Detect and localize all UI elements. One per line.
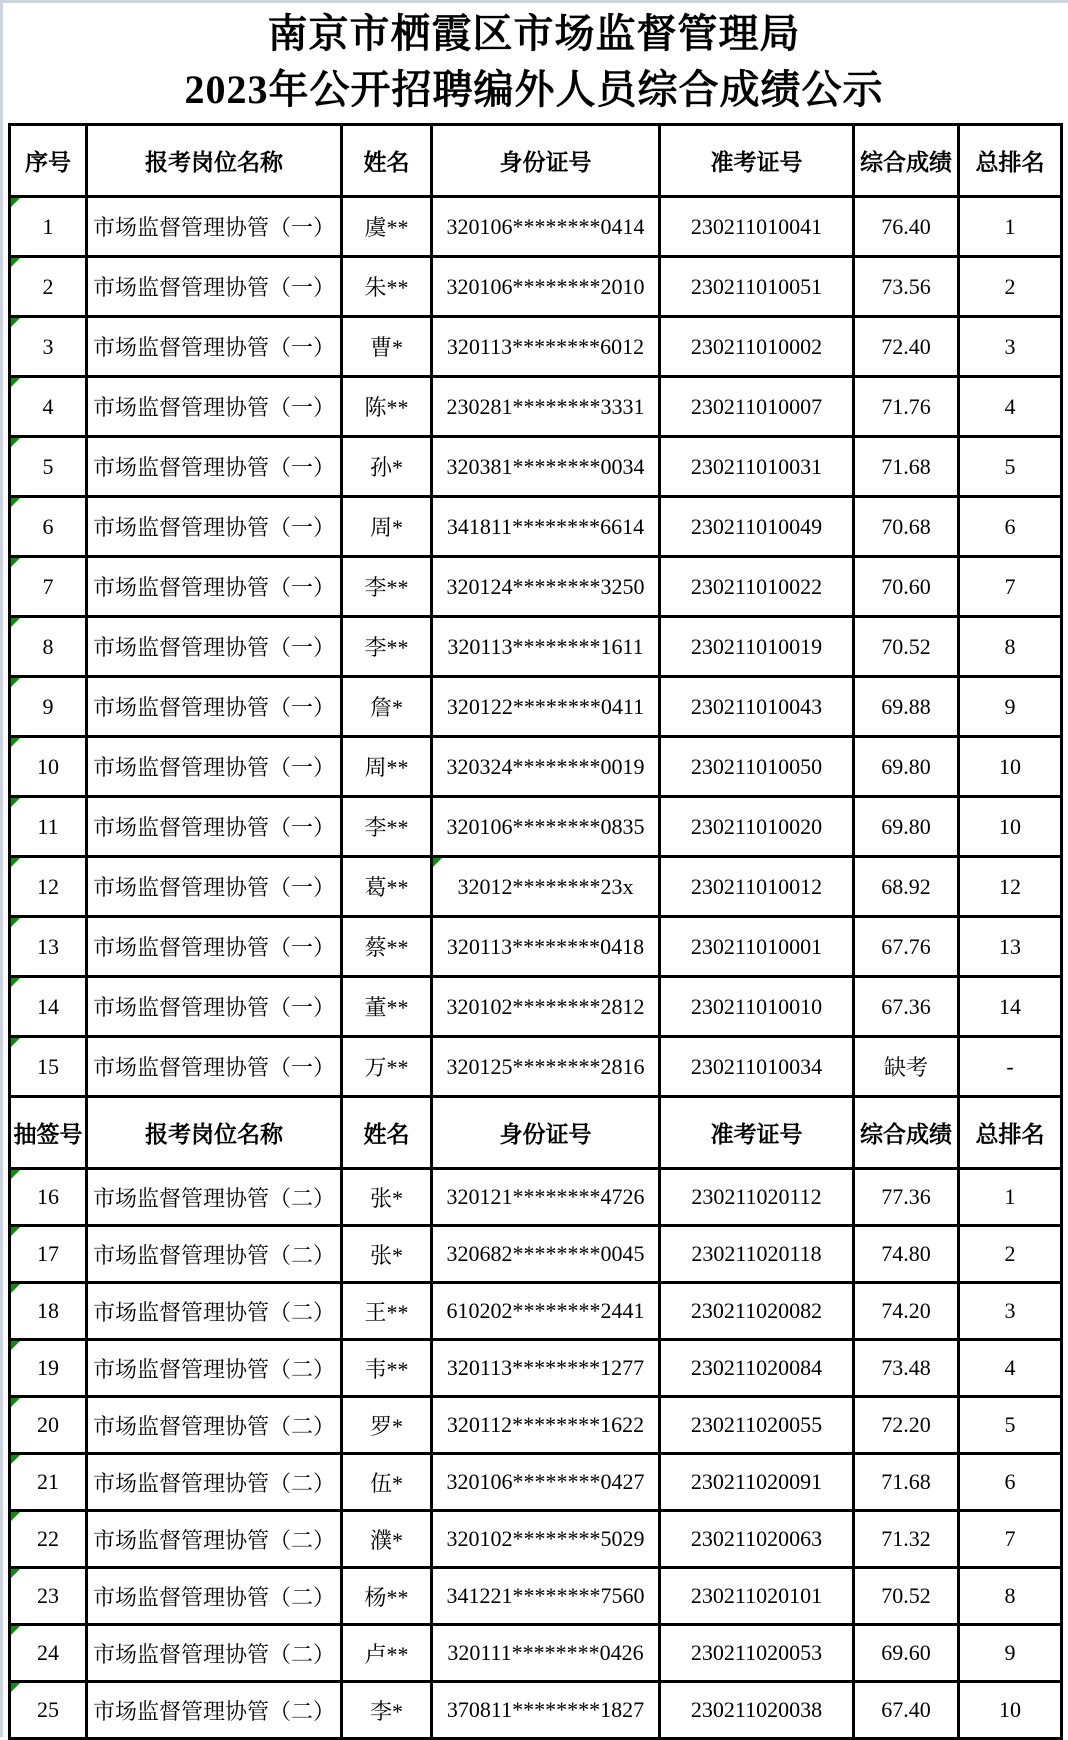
table-row xyxy=(10,1340,1062,1397)
position-cell: 市场监督管理协管（二） xyxy=(87,1454,342,1511)
ticket-number-cell: 230211010034 xyxy=(660,1037,854,1097)
rank-cell: 2 xyxy=(959,1226,1062,1283)
rank-cell: 12 xyxy=(959,857,1062,917)
section1-col-name: 姓名 xyxy=(342,125,432,197)
name-cell: 詹* xyxy=(342,677,432,737)
score-cell: 缺考 xyxy=(854,1037,959,1097)
name-cell: 张* xyxy=(342,1226,432,1283)
serial-cell: 18 xyxy=(10,1283,87,1340)
table-row xyxy=(10,317,1062,377)
title-line-2: 2023年公开招聘编外人员综合成绩公示 xyxy=(184,67,884,112)
position-cell: 市场监督管理协管（一） xyxy=(87,977,342,1037)
table-row xyxy=(10,1625,1062,1682)
table-row xyxy=(10,857,1062,917)
rank-cell: 13 xyxy=(959,917,1062,977)
table-row xyxy=(10,617,1062,677)
table-row xyxy=(10,1169,1062,1226)
rank-cell: 6 xyxy=(959,1454,1062,1511)
name-cell: 张* xyxy=(342,1169,432,1226)
section1-col-ticket-number: 准考证号 xyxy=(660,125,854,197)
section1-col-rank: 总排名 xyxy=(959,125,1062,197)
rank-cell: 5 xyxy=(959,1397,1062,1454)
id-number-cell: 320122********0411 xyxy=(432,677,660,737)
table-row xyxy=(10,1397,1062,1454)
document-title xyxy=(0,0,1068,123)
serial-cell: 10 xyxy=(10,737,87,797)
position-cell: 市场监督管理协管（一） xyxy=(87,737,342,797)
id-number-cell: 320381********0034 xyxy=(432,437,660,497)
section2-header-row xyxy=(10,1097,1062,1169)
position-cell: 市场监督管理协管（二） xyxy=(87,1340,342,1397)
id-number-cell: 320113********6012 xyxy=(432,317,660,377)
score-cell: 68.92 xyxy=(854,857,959,917)
ticket-number-cell: 230211010019 xyxy=(660,617,854,677)
score-cell: 73.56 xyxy=(854,257,959,317)
rank-cell: 3 xyxy=(959,1283,1062,1340)
ticket-number-cell: 230211020118 xyxy=(660,1226,854,1283)
id-number-cell: 320324********0019 xyxy=(432,737,660,797)
position-cell: 市场监督管理协管（一） xyxy=(87,197,342,257)
table-row xyxy=(10,1454,1062,1511)
position-cell: 市场监督管理协管（二） xyxy=(87,1397,342,1454)
score-cell: 71.32 xyxy=(854,1511,959,1568)
id-number-cell: 230281********3331 xyxy=(432,377,660,437)
id-number-cell: 320113********0418 xyxy=(432,917,660,977)
rank-cell: 10 xyxy=(959,1682,1062,1739)
serial-cell: 17 xyxy=(10,1226,87,1283)
ticket-number-cell: 230211020038 xyxy=(660,1682,854,1739)
rank-cell: 4 xyxy=(959,377,1062,437)
serial-cell: 16 xyxy=(10,1169,87,1226)
ticket-number-cell: 230211020055 xyxy=(660,1397,854,1454)
position-cell: 市场监督管理协管（二） xyxy=(87,1568,342,1625)
serial-cell: 5 xyxy=(10,437,87,497)
name-cell: 万** xyxy=(342,1037,432,1097)
table-row xyxy=(10,977,1062,1037)
table-row xyxy=(10,737,1062,797)
position-cell: 市场监督管理协管（一） xyxy=(87,557,342,617)
table-row xyxy=(10,1682,1062,1739)
serial-cell: 24 xyxy=(10,1625,87,1682)
score-cell: 71.76 xyxy=(854,377,959,437)
rank-cell: 7 xyxy=(959,1511,1062,1568)
section2-col-ticket-number: 准考证号 xyxy=(660,1097,854,1169)
score-cell: 77.36 xyxy=(854,1169,959,1226)
name-cell: 董** xyxy=(342,977,432,1037)
name-cell: 李** xyxy=(342,557,432,617)
position-cell: 市场监督管理协管（一） xyxy=(87,617,342,677)
ticket-number-cell: 230211010041 xyxy=(660,197,854,257)
section1-col-serial: 序号 xyxy=(10,125,87,197)
position-cell: 市场监督管理协管（一） xyxy=(87,677,342,737)
position-cell: 市场监督管理协管（二） xyxy=(87,1226,342,1283)
ticket-number-cell: 230211020112 xyxy=(660,1169,854,1226)
score-cell: 67.36 xyxy=(854,977,959,1037)
score-cell: 69.80 xyxy=(854,797,959,857)
position-cell: 市场监督管理协管（一） xyxy=(87,857,342,917)
position-cell: 市场监督管理协管（二） xyxy=(87,1625,342,1682)
score-cell: 72.40 xyxy=(854,317,959,377)
title-line-1: 南京市栖霞区市场监督管理局 xyxy=(267,11,801,56)
ticket-number-cell: 230211020063 xyxy=(660,1511,854,1568)
score-cell: 67.76 xyxy=(854,917,959,977)
serial-cell: 14 xyxy=(10,977,87,1037)
name-cell: 葛** xyxy=(342,857,432,917)
name-cell: 卢** xyxy=(342,1625,432,1682)
section1-col-score: 综合成绩 xyxy=(854,125,959,197)
ticket-number-cell: 230211020101 xyxy=(660,1568,854,1625)
id-number-cell: 320112********1622 xyxy=(432,1397,660,1454)
rank-cell: 9 xyxy=(959,677,1062,737)
ticket-number-cell: 230211010043 xyxy=(660,677,854,737)
position-cell: 市场监督管理协管（一） xyxy=(87,917,342,977)
table-row xyxy=(10,437,1062,497)
table-row xyxy=(10,197,1062,257)
score-cell: 69.60 xyxy=(854,1625,959,1682)
table-row xyxy=(10,677,1062,737)
table-row xyxy=(10,797,1062,857)
results-table xyxy=(8,123,1063,1740)
serial-cell: 4 xyxy=(10,377,87,437)
serial-cell: 13 xyxy=(10,917,87,977)
rank-cell: 14 xyxy=(959,977,1062,1037)
table-row xyxy=(10,1568,1062,1625)
section2-col-serial: 抽签号 xyxy=(10,1097,87,1169)
score-cell: 74.80 xyxy=(854,1226,959,1283)
id-number-cell: 320113********1277 xyxy=(432,1340,660,1397)
rank-cell: 4 xyxy=(959,1340,1062,1397)
table-row xyxy=(10,917,1062,977)
score-cell: 69.88 xyxy=(854,677,959,737)
section2-col-score: 综合成绩 xyxy=(854,1097,959,1169)
serial-cell: 12 xyxy=(10,857,87,917)
score-cell: 70.52 xyxy=(854,1568,959,1625)
ticket-number-cell: 230211020082 xyxy=(660,1283,854,1340)
id-number-cell: 320125********2816 xyxy=(432,1037,660,1097)
id-number-cell: 320682********0045 xyxy=(432,1226,660,1283)
ticket-number-cell: 230211010020 xyxy=(660,797,854,857)
score-cell: 67.40 xyxy=(854,1682,959,1739)
id-number-cell: 341811********6614 xyxy=(432,497,660,557)
serial-cell: 23 xyxy=(10,1568,87,1625)
score-cell: 70.68 xyxy=(854,497,959,557)
serial-cell: 6 xyxy=(10,497,87,557)
id-number-cell: 320106********0414 xyxy=(432,197,660,257)
ticket-number-cell: 230211010010 xyxy=(660,977,854,1037)
rank-cell: 6 xyxy=(959,497,1062,557)
ticket-number-cell: 230211010001 xyxy=(660,917,854,977)
serial-cell: 1 xyxy=(10,197,87,257)
position-cell: 市场监督管理协管（一） xyxy=(87,1037,342,1097)
id-number-cell: 320124********3250 xyxy=(432,557,660,617)
id-number-cell: 320106********0835 xyxy=(432,797,660,857)
serial-cell: 25 xyxy=(10,1682,87,1739)
score-cell: 74.20 xyxy=(854,1283,959,1340)
score-cell: 70.52 xyxy=(854,617,959,677)
rank-cell: 3 xyxy=(959,317,1062,377)
serial-cell: 3 xyxy=(10,317,87,377)
table-row xyxy=(10,1037,1062,1097)
name-cell: 孙* xyxy=(342,437,432,497)
name-cell: 杨** xyxy=(342,1568,432,1625)
table-row xyxy=(10,497,1062,557)
id-number-cell: 320106********2010 xyxy=(432,257,660,317)
serial-cell: 9 xyxy=(10,677,87,737)
ticket-number-cell: 230211010002 xyxy=(660,317,854,377)
ticket-number-cell: 230211010031 xyxy=(660,437,854,497)
id-number-cell: 320102********2812 xyxy=(432,977,660,1037)
results-table-body xyxy=(10,125,1062,1739)
serial-cell: 22 xyxy=(10,1511,87,1568)
page-edge-left xyxy=(0,0,3,1737)
ticket-number-cell: 230211010022 xyxy=(660,557,854,617)
name-cell: 朱** xyxy=(342,257,432,317)
rank-cell: 7 xyxy=(959,557,1062,617)
ticket-number-cell: 230211020053 xyxy=(660,1625,854,1682)
ticket-number-cell: 230211010049 xyxy=(660,497,854,557)
serial-cell: 21 xyxy=(10,1454,87,1511)
section1-col-position: 报考岗位名称 xyxy=(87,125,342,197)
table-row xyxy=(10,257,1062,317)
rank-cell: 2 xyxy=(959,257,1062,317)
score-cell: 70.60 xyxy=(854,557,959,617)
id-number-cell: 320106********0427 xyxy=(432,1454,660,1511)
position-cell: 市场监督管理协管（一） xyxy=(87,377,342,437)
table-row xyxy=(10,1226,1062,1283)
section2-col-name: 姓名 xyxy=(342,1097,432,1169)
rank-cell: 8 xyxy=(959,617,1062,677)
position-cell: 市场监督管理协管（二） xyxy=(87,1682,342,1739)
name-cell: 李** xyxy=(342,617,432,677)
score-cell: 72.20 xyxy=(854,1397,959,1454)
position-cell: 市场监督管理协管（一） xyxy=(87,437,342,497)
section2-col-id-number: 身份证号 xyxy=(432,1097,660,1169)
name-cell: 周* xyxy=(342,497,432,557)
position-cell: 市场监督管理协管（一） xyxy=(87,317,342,377)
ticket-number-cell: 230211010050 xyxy=(660,737,854,797)
score-cell: 73.48 xyxy=(854,1340,959,1397)
id-number-cell: 320113********1611 xyxy=(432,617,660,677)
score-cell: 71.68 xyxy=(854,1454,959,1511)
name-cell: 李* xyxy=(342,1682,432,1739)
serial-cell: 11 xyxy=(10,797,87,857)
page-edge-top xyxy=(0,0,1068,3)
table-row xyxy=(10,377,1062,437)
section1-col-id-number: 身份证号 xyxy=(432,125,660,197)
position-cell: 市场监督管理协管（二） xyxy=(87,1283,342,1340)
serial-cell: 8 xyxy=(10,617,87,677)
name-cell: 李** xyxy=(342,797,432,857)
serial-cell: 15 xyxy=(10,1037,87,1097)
rank-cell: 10 xyxy=(959,797,1062,857)
ticket-number-cell: 230211020091 xyxy=(660,1454,854,1511)
ticket-number-cell: 230211010012 xyxy=(660,857,854,917)
id-number-cell: 341221********7560 xyxy=(432,1568,660,1625)
section2-col-position: 报考岗位名称 xyxy=(87,1097,342,1169)
table-row xyxy=(10,1283,1062,1340)
rank-cell: - xyxy=(959,1037,1062,1097)
section2-col-rank: 总排名 xyxy=(959,1097,1062,1169)
serial-cell: 19 xyxy=(10,1340,87,1397)
id-number-cell: 32012********23x xyxy=(432,857,660,917)
table-row xyxy=(10,557,1062,617)
rank-cell: 10 xyxy=(959,737,1062,797)
position-cell: 市场监督管理协管（一） xyxy=(87,497,342,557)
score-cell: 71.68 xyxy=(854,437,959,497)
name-cell: 虞** xyxy=(342,197,432,257)
id-number-cell: 320102********5029 xyxy=(432,1511,660,1568)
position-cell: 市场监督管理协管（一） xyxy=(87,257,342,317)
rank-cell: 8 xyxy=(959,1568,1062,1625)
position-cell: 市场监督管理协管（一） xyxy=(87,797,342,857)
position-cell: 市场监督管理协管（二） xyxy=(87,1511,342,1568)
name-cell: 曹* xyxy=(342,317,432,377)
id-number-cell: 610202********2441 xyxy=(432,1283,660,1340)
rank-cell: 1 xyxy=(959,1169,1062,1226)
name-cell: 陈** xyxy=(342,377,432,437)
id-number-cell: 320111********0426 xyxy=(432,1625,660,1682)
id-number-cell: 370811********1827 xyxy=(432,1682,660,1739)
ticket-number-cell: 230211010051 xyxy=(660,257,854,317)
rank-cell: 1 xyxy=(959,197,1062,257)
name-cell: 周** xyxy=(342,737,432,797)
ticket-number-cell: 230211020084 xyxy=(660,1340,854,1397)
rank-cell: 5 xyxy=(959,437,1062,497)
score-cell: 69.80 xyxy=(854,737,959,797)
score-cell: 76.40 xyxy=(854,197,959,257)
name-cell: 韦** xyxy=(342,1340,432,1397)
name-cell: 罗* xyxy=(342,1397,432,1454)
serial-cell: 20 xyxy=(10,1397,87,1454)
position-cell: 市场监督管理协管（二） xyxy=(87,1169,342,1226)
name-cell: 蔡** xyxy=(342,917,432,977)
ticket-number-cell: 230211010007 xyxy=(660,377,854,437)
name-cell: 濮* xyxy=(342,1511,432,1568)
serial-cell: 2 xyxy=(10,257,87,317)
section1-header-row xyxy=(10,125,1062,197)
id-number-cell: 320121********4726 xyxy=(432,1169,660,1226)
rank-cell: 9 xyxy=(959,1625,1062,1682)
serial-cell: 7 xyxy=(10,557,87,617)
name-cell: 伍* xyxy=(342,1454,432,1511)
name-cell: 王** xyxy=(342,1283,432,1340)
table-row xyxy=(10,1511,1062,1568)
